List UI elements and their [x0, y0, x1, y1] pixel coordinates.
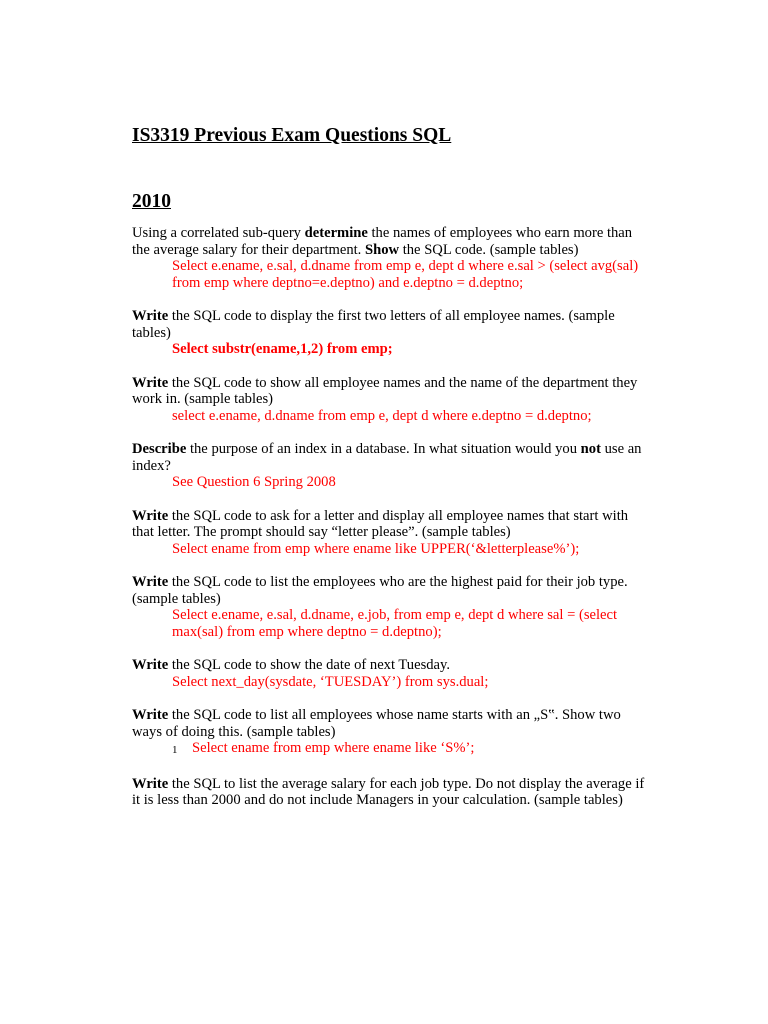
question-text-segment: the SQL code to list all employees whose name starts with an „S‟. Show two ways of doing this. (sample tables) — [132, 707, 621, 740]
question-7 — [132, 657, 652, 690]
question-2-answer: Select substr(ename,1,2) from emp; — [172, 341, 393, 357]
question-3-text — [132, 375, 652, 408]
question-1-answer: Select e.ename, e.sal, d.dname from emp e, dept d where e.sal > (select avg(sal) from emp where deptno=e.deptno) and e.deptno = d.deptno; — [172, 258, 639, 291]
section-year-heading: 2010 — [132, 191, 171, 212]
question-text-segment: use an index? — [132, 441, 642, 474]
question-4-answer: See Question 6 Spring 2008 — [172, 474, 336, 490]
question-5-text — [132, 508, 652, 541]
question-keyword: Write — [132, 507, 169, 524]
question-4-text — [132, 441, 652, 474]
question-8 — [132, 707, 652, 759]
question-text-segment: the SQL code to ask for a letter and display all employee names that start with that letter. The prompt should say “letter please”. (sample tables) — [132, 507, 629, 540]
question-2-text — [132, 308, 652, 341]
question-text-segment: the SQL code to show the date of next Tuesday. — [168, 657, 451, 673]
question-6 — [132, 574, 652, 640]
question-1 — [132, 225, 652, 291]
document-title: IS3319 Previous Exam Questions SQL — [132, 125, 452, 146]
question-8-text — [132, 707, 652, 740]
question-9 — [132, 776, 652, 809]
question-7-text — [132, 657, 652, 674]
question-list — [132, 225, 652, 826]
question-8-answer-list-item — [172, 740, 652, 759]
question-keyword: Write — [132, 657, 169, 673]
question-keyword: determine — [304, 225, 368, 241]
question-keyword: Write — [132, 707, 169, 723]
question-text-segment: the SQL to list the average salary for each job type. Do not display the average if it is less than 2000 and do not include Managers in your calculation. (sample tables) — [132, 775, 645, 808]
question-text-segment: the names of employees who earn more than the average salary for their department. — [132, 225, 633, 258]
question-keyword: Write — [132, 374, 169, 391]
question-4 — [132, 441, 652, 491]
question-keyword: not — [580, 441, 601, 457]
question-text-segment: the SQL code to show all employee names and the name of the department they work in. (sample tables) — [132, 374, 638, 407]
list-number: 1 — [172, 744, 178, 756]
question-2 — [132, 308, 652, 358]
question-text-segment: Using a correlated sub-query — [132, 225, 305, 241]
question-keyword: Write — [132, 574, 169, 590]
question-text-segment: the SQL code to list the employees who are the highest paid for their job type. (sample tables) — [132, 574, 628, 607]
question-5 — [132, 508, 652, 558]
question-6-text — [132, 574, 652, 607]
question-text-segment: the SQL code. (sample tables) — [399, 241, 579, 258]
question-keyword: Show — [364, 241, 400, 258]
question-text-segment: the purpose of an index in a database. In what situation would you — [186, 441, 581, 457]
question-3-answer: select e.ename, d.dname from emp e, dept d where e.deptno = d.deptno; — [172, 407, 592, 424]
question-7-answer: Select next_day(sysdate, ‘TUESDAY’) from sys.dual; — [172, 673, 489, 690]
question-3 — [132, 375, 652, 425]
question-text-segment: the SQL code to display the first two letters of all employee names. (sample tables) — [132, 308, 615, 341]
question-8-answer: Select ename from emp where ename like ‘S%’; — [192, 740, 475, 756]
question-9-text — [132, 776, 652, 809]
question-5-answer: Select ename from emp where ename like UPPER(‘&letterplease%’); — [172, 540, 580, 557]
question-keyword: Describe — [132, 441, 187, 457]
question-1-text — [132, 225, 652, 258]
question-6-answer: Select e.ename, e.sal, d.dname, e.job, from emp e, dept d where sal = (select max(sal) from emp where deptno = d.deptno); — [172, 607, 618, 640]
question-keyword: Write — [132, 775, 169, 792]
question-keyword: Write — [132, 308, 169, 324]
